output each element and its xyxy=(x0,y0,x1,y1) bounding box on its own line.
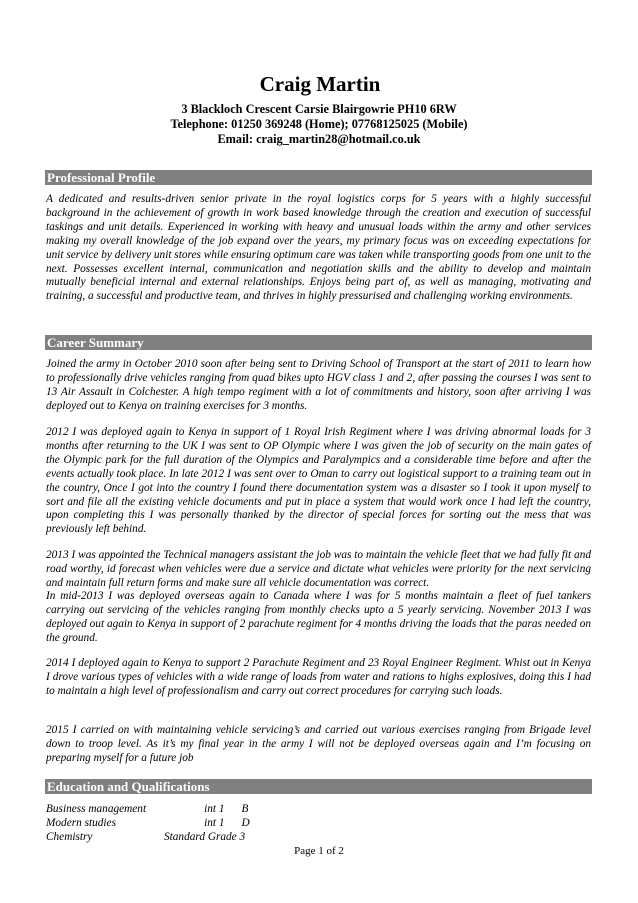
education-row xyxy=(46,816,250,830)
cv-header xyxy=(0,72,638,147)
education-row xyxy=(46,802,250,816)
candidate-name: Craig Martin xyxy=(259,72,381,96)
section-header-profile: Professional Profile xyxy=(45,170,592,185)
education-subject: Business management xyxy=(46,803,147,815)
address: 3 Blackloch Crescent Carsie Blairgowrie PH10 6RW xyxy=(181,102,457,116)
career-paragraph-mid-2013: In mid-2013 I was deployed overseas again to Canada where I was for 5 months maintain a fleet of fuel tankers carrying out servicing of the vehicles ranging from monthly checks upto a 5 yearly servicing. November 2013 I was deployed out again to Kenya in support of 2 parachute regiment for 4 months driving the loads that the paras needed on the ground. xyxy=(46,590,591,644)
career-paragraph-2014: 2014 I deployed again to Kenya to support 2 Parachute Regiment and 23 Royal Engineer Regiment. Whist out in Kenya I drove various types of vehicles with a wide range of loads from water and rations to highs explosives, doing this I had to maintain a high level of professionalism and carry out correct procedures for carrying such loads. xyxy=(46,657,591,697)
career-paragraph-2013: 2013 I was appointed the Technical managers assistant the job was to maintain the vehicle fleet that we had fully fit and road worthy, id forecast when vehicles were due a service and dictate what vehicles were priority for the next servicing and maintain full return forms and make sure all vehicle documentation was correct. xyxy=(46,549,591,589)
education-subject: Modern studies xyxy=(46,817,116,829)
career-paragraph-2015: 2015 I carried on with maintaining vehicle servicing’s and carried out various exercises ranging from Brigade level down to troop level. As it’s my final year in the army I will not be deployed overseas again and I’m focusing on preparing myself for a future job xyxy=(46,724,591,764)
section-header-career: Career Summary xyxy=(45,335,592,350)
section-header-education: Education and Qualifications xyxy=(45,779,592,794)
career-paragraph-2012: 2012 I was deployed again to Kenya in support of 1 Royal Irish Regiment where I was driving abnormal loads for 3 months after returning to the UK I was sent to OP Olympic where I was given the job of security on the main gates of the Olympic park for the full duration of the Olympics and Paralympics and a considerable time before and after the events actually took place. In late 2012 I was sent over to Oman to carry out logistical support to a training team out in the country, Once I got into the country I found there documentation system was a disaster so I took it upon myself to sort and file all the existing vehicle documents and put in place a system that would work once I had left the country, upon completing this I was personally thanked by the director of special forces for sorting out the mess that was previously left behind. xyxy=(46,426,591,536)
profile-text: A dedicated and results-driven senior private in the royal logistics corps for 5 years with a highly successful background in the achievement of growth in work based knowledge through the creation and execution of successful taskings and unit details. Experienced in working with heavy and unusual loads within the army and other services making my overall knowledge of the job expand over the years, my primary focus was on exceeding expectations for unit service by delivery unit stores while ensuring optimum care was taken while transporting goods from one unit to the next. Possesses excellent internal, communication and negotiation skills and the ability to develop and maintain mutually beneficial internal and external relationships. Enjoys being part of, as well as managing, motivating and training, a successful and productive team, and thrives in highly pressurised and challenging working environments. xyxy=(46,193,592,303)
education-row xyxy=(46,830,250,844)
email: Email: craig_martin28@hotmail.co.uk xyxy=(217,132,421,146)
education-result: int 1 D xyxy=(190,817,250,829)
education-result: Standard Grade 3 xyxy=(164,831,246,843)
education-subject: Chemistry xyxy=(46,831,93,843)
telephone: Telephone: 01250 369248 (Home); 07768125025 (Mobile) xyxy=(170,117,468,131)
career-paragraph-2010: Joined the army in October 2010 soon after being sent to Driving School of Transport at the start of 2011 to learn how to professionally drive vehicles ranging from quad bikes upto HGV class 1 and 2, after passing the courses I was sent to 13 Air Assault in Colchester. A high tempo regiment with a lot of commitments and history, soon after arriving I was deployed out to Kenya on training exercises for 3 months. xyxy=(46,358,591,412)
page-number: Page 1 of 2 xyxy=(294,845,344,857)
education-list xyxy=(46,802,250,844)
education-result: int 1 B xyxy=(190,803,249,815)
